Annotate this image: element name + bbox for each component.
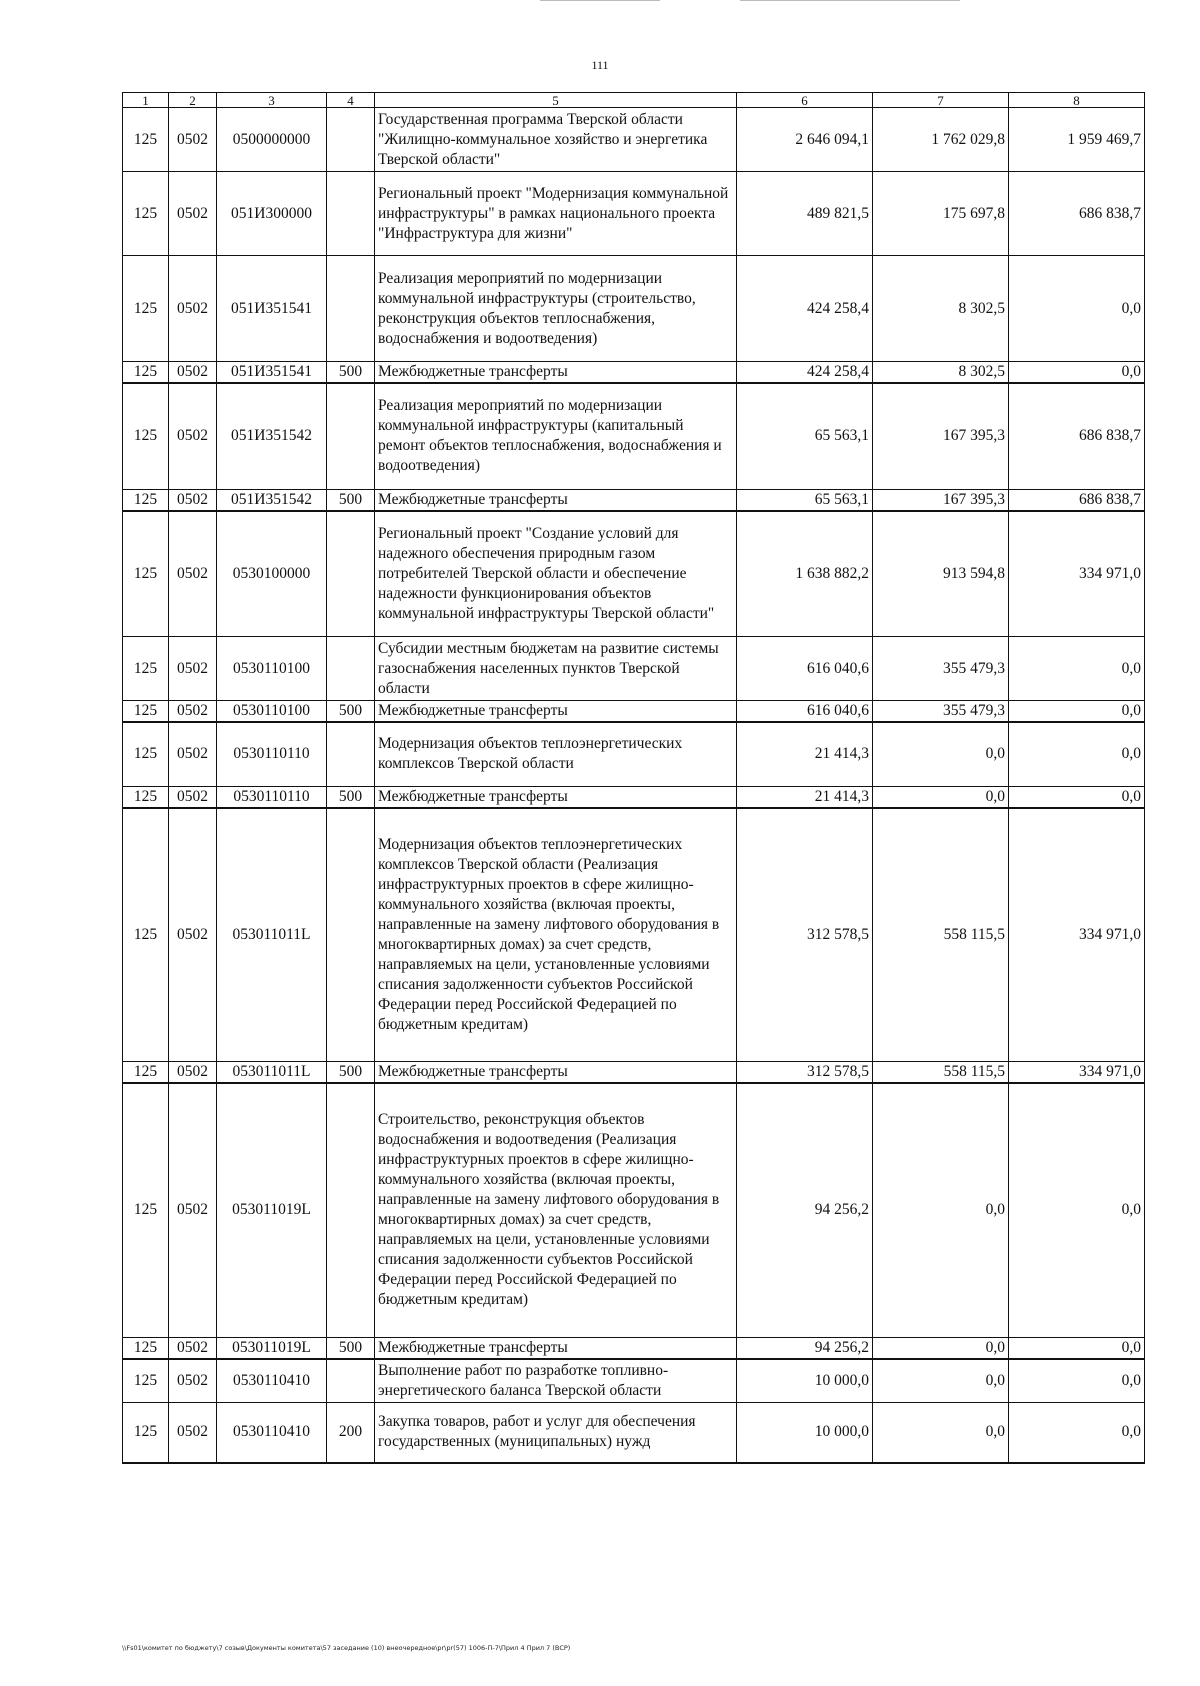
budget-table xyxy=(122,92,1145,1464)
amount-col7-cell: 167 395,3 xyxy=(873,489,1009,511)
target-article-cell: 0530110100 xyxy=(217,701,327,723)
section-cell: 0502 xyxy=(169,362,217,384)
column-header: 4 xyxy=(327,93,375,108)
column-header: 8 xyxy=(1009,93,1145,108)
section-cell: 0502 xyxy=(169,489,217,511)
amount-col7-cell: 8 302,5 xyxy=(873,256,1009,362)
admin-code-cell: 125 xyxy=(123,701,169,723)
amount-col7-cell: 167 395,3 xyxy=(873,383,1009,489)
amount-col6-cell: 94 256,2 xyxy=(737,1337,873,1359)
amount-col8-cell: 0,0 xyxy=(1009,1403,1145,1463)
amount-col8-cell: 686 838,7 xyxy=(1009,489,1145,511)
table-row xyxy=(123,511,1145,637)
admin-code-cell: 125 xyxy=(123,1062,169,1084)
description-cell: Региональный проект "Создание условий для надежного обеспечения природным газом потребителей Тверской области и обеспечение надежности функционирования объектов коммунальной инфраструктуры Тверской области" xyxy=(375,511,737,637)
description-cell: Субсидии местным бюджетам на развитие системы газоснабжения населенных пунктов Тверской области xyxy=(375,637,737,701)
amount-col8-cell: 686 838,7 xyxy=(1009,383,1145,489)
admin-code-cell: 125 xyxy=(123,108,169,172)
amount-col8-cell: 0,0 xyxy=(1009,362,1145,384)
amount-col8-cell: 0,0 xyxy=(1009,1337,1145,1359)
column-header: 7 xyxy=(873,93,1009,108)
table-row xyxy=(123,722,1145,786)
amount-col6-cell: 65 563,1 xyxy=(737,489,873,511)
table-row xyxy=(123,256,1145,362)
amount-col7-cell: 1 762 029,8 xyxy=(873,108,1009,172)
amount-col7-cell: 0,0 xyxy=(873,1403,1009,1463)
amount-col6-cell: 1 638 882,2 xyxy=(737,511,873,637)
admin-code-cell: 125 xyxy=(123,511,169,637)
description-cell: Межбюджетные трансферты xyxy=(375,701,737,723)
column-header: 5 xyxy=(375,93,737,108)
description-cell: Закупка товаров, работ и услуг для обеспечения государственных (муниципальных) нужд xyxy=(375,1403,737,1463)
expense-type-cell xyxy=(327,108,375,172)
target-article-cell: 0530100000 xyxy=(217,511,327,637)
amount-col7-cell: 558 115,5 xyxy=(873,808,1009,1062)
section-cell: 0502 xyxy=(169,172,217,256)
table-row xyxy=(123,1337,1145,1359)
scan-artifact-top-right xyxy=(740,0,960,1)
description-cell: Межбюджетные трансферты xyxy=(375,1337,737,1359)
file-path-footer: \\Fs01\комитет по бюджету\7 созыв\Документы комитета\57 заседание (10) внеочередное\pr\pr(57) 1006-П-7\Прил 4 Прил 7 (ВСР) xyxy=(122,1644,571,1652)
target-article-cell: 0530110410 xyxy=(217,1359,327,1403)
column-number-row xyxy=(123,93,1145,108)
column-header: 1 xyxy=(123,93,169,108)
description-cell: Реализация мероприятий по модернизации коммунальной инфраструктуры (капитальный ремонт объектов теплоснабжения, водоснабжения и водоотведения) xyxy=(375,383,737,489)
admin-code-cell: 125 xyxy=(123,637,169,701)
amount-col8-cell: 0,0 xyxy=(1009,701,1145,723)
amount-col7-cell: 8 302,5 xyxy=(873,362,1009,384)
target-article-cell: 051И351542 xyxy=(217,489,327,511)
table-row xyxy=(123,108,1145,172)
amount-col6-cell: 2 646 094,1 xyxy=(737,108,873,172)
amount-col7-cell: 558 115,5 xyxy=(873,1062,1009,1084)
expense-type-cell xyxy=(327,383,375,489)
target-article-cell: 0530110110 xyxy=(217,722,327,786)
amount-col6-cell: 10 000,0 xyxy=(737,1359,873,1403)
amount-col7-cell: 913 594,8 xyxy=(873,511,1009,637)
description-cell: Государственная программа Тверской области "Жилищно-коммунальное хозяйство и энергетика Тверской области" xyxy=(375,108,737,172)
amount-col8-cell: 0,0 xyxy=(1009,256,1145,362)
target-article-cell: 053011019L xyxy=(217,1083,327,1337)
description-cell: Выполнение работ по разработке топливно-энергетического баланса Тверской области xyxy=(375,1359,737,1403)
target-article-cell: 0530110100 xyxy=(217,637,327,701)
amount-col6-cell: 489 821,5 xyxy=(737,172,873,256)
section-cell: 0502 xyxy=(169,786,217,808)
admin-code-cell: 125 xyxy=(123,489,169,511)
admin-code-cell: 125 xyxy=(123,256,169,362)
description-cell: Реализация мероприятий по модернизации коммунальной инфраструктуры (строительство, реконструкция объектов теплоснабжения, водоснабжения и водоотведения) xyxy=(375,256,737,362)
amount-col8-cell: 0,0 xyxy=(1009,722,1145,786)
amount-col6-cell: 616 040,6 xyxy=(737,637,873,701)
amount-col6-cell: 312 578,5 xyxy=(737,1062,873,1084)
amount-col8-cell: 686 838,7 xyxy=(1009,172,1145,256)
section-cell: 0502 xyxy=(169,1083,217,1337)
amount-col6-cell: 312 578,5 xyxy=(737,808,873,1062)
section-cell: 0502 xyxy=(169,701,217,723)
admin-code-cell: 125 xyxy=(123,786,169,808)
amount-col7-cell: 355 479,3 xyxy=(873,701,1009,723)
scan-artifact-top xyxy=(540,0,660,1)
expense-type-cell xyxy=(327,1083,375,1337)
page-number: 111 xyxy=(591,58,609,72)
admin-code-cell: 125 xyxy=(123,172,169,256)
admin-code-cell: 125 xyxy=(123,362,169,384)
expense-type-cell: 500 xyxy=(327,489,375,511)
amount-col8-cell: 0,0 xyxy=(1009,1083,1145,1337)
table-row xyxy=(123,172,1145,256)
amount-col7-cell: 0,0 xyxy=(873,1083,1009,1337)
description-cell: Межбюджетные трансферты xyxy=(375,786,737,808)
amount-col8-cell: 334 971,0 xyxy=(1009,511,1145,637)
target-article-cell: 0500000000 xyxy=(217,108,327,172)
section-cell: 0502 xyxy=(169,383,217,489)
amount-col6-cell: 21 414,3 xyxy=(737,786,873,808)
target-article-cell: 053011011L xyxy=(217,1062,327,1084)
target-article-cell: 051И351541 xyxy=(217,256,327,362)
expense-type-cell xyxy=(327,722,375,786)
section-cell: 0502 xyxy=(169,108,217,172)
expense-type-cell xyxy=(327,511,375,637)
target-article-cell: 053011011L xyxy=(217,808,327,1062)
amount-col7-cell: 355 479,3 xyxy=(873,637,1009,701)
table-row xyxy=(123,637,1145,701)
table-row xyxy=(123,362,1145,384)
target-article-cell: 051И351541 xyxy=(217,362,327,384)
expense-type-cell xyxy=(327,172,375,256)
target-article-cell: 0530110110 xyxy=(217,786,327,808)
amount-col6-cell: 424 258,4 xyxy=(737,256,873,362)
section-cell: 0502 xyxy=(169,1337,217,1359)
target-article-cell: 0530110410 xyxy=(217,1403,327,1463)
amount-col7-cell: 0,0 xyxy=(873,786,1009,808)
amount-col8-cell: 0,0 xyxy=(1009,1359,1145,1403)
section-cell: 0502 xyxy=(169,511,217,637)
expense-type-cell: 500 xyxy=(327,701,375,723)
target-article-cell: 053011019L xyxy=(217,1337,327,1359)
column-header: 2 xyxy=(169,93,217,108)
table-row xyxy=(123,1062,1145,1084)
description-cell: Региональный проект "Модернизация коммунальной инфраструктуры" в рамках национального проекта "Инфраструктура для жизни" xyxy=(375,172,737,256)
section-cell: 0502 xyxy=(169,808,217,1062)
admin-code-cell: 125 xyxy=(123,1359,169,1403)
description-cell: Межбюджетные трансферты xyxy=(375,1062,737,1084)
table-row xyxy=(123,701,1145,723)
amount-col6-cell: 616 040,6 xyxy=(737,701,873,723)
expense-type-cell xyxy=(327,808,375,1062)
target-article-cell: 051И351542 xyxy=(217,383,327,489)
amount-col6-cell: 65 563,1 xyxy=(737,383,873,489)
amount-col8-cell: 0,0 xyxy=(1009,637,1145,701)
table-row xyxy=(123,1403,1145,1463)
amount-col8-cell: 0,0 xyxy=(1009,786,1145,808)
description-cell: Модернизация объектов теплоэнергетических комплексов Тверской области (Реализация инфраструктурных проектов в сфере жилищно-коммунального хозяйства (включая проекты, направленные на замену лифтового оборудования в многоквартирных домах) за счет средств, направляемых на цели, установленные условиями списания задолженности субъектов Российской Федерации перед Российской Федерацией по бюджетным кредитам) xyxy=(375,808,737,1062)
table-row xyxy=(123,383,1145,489)
amount-col8-cell: 334 971,0 xyxy=(1009,808,1145,1062)
description-cell: Межбюджетные трансферты xyxy=(375,362,737,384)
table-row xyxy=(123,1359,1145,1403)
amount-col6-cell: 10 000,0 xyxy=(737,1403,873,1463)
description-cell: Строительство, реконструкция объектов водоснабжения и водоотведения (Реализация инфраструктурных проектов в сфере жилищно-коммунального хозяйства (включая проекты, направленные на замену лифтового оборудования в многоквартирных домах) за счет средств, направляемых на цели, установленные условиями списания задолженности субъектов Российской Федерации перед Российской Федерацией по бюджетным кредитам) xyxy=(375,1083,737,1337)
expense-type-cell xyxy=(327,256,375,362)
admin-code-cell: 125 xyxy=(123,383,169,489)
column-header: 3 xyxy=(217,93,327,108)
amount-col6-cell: 94 256,2 xyxy=(737,1083,873,1337)
amount-col7-cell: 0,0 xyxy=(873,722,1009,786)
section-cell: 0502 xyxy=(169,1359,217,1403)
column-header: 6 xyxy=(737,93,873,108)
section-cell: 0502 xyxy=(169,1062,217,1084)
section-cell: 0502 xyxy=(169,637,217,701)
table-row xyxy=(123,786,1145,808)
description-cell: Модернизация объектов теплоэнергетических комплексов Тверской области xyxy=(375,722,737,786)
expense-type-cell: 500 xyxy=(327,786,375,808)
section-cell: 0502 xyxy=(169,722,217,786)
description-cell: Межбюджетные трансферты xyxy=(375,489,737,511)
admin-code-cell: 125 xyxy=(123,808,169,1062)
table-row xyxy=(123,808,1145,1062)
table-row xyxy=(123,489,1145,511)
expense-type-cell: 500 xyxy=(327,1337,375,1359)
amount-col7-cell: 175 697,8 xyxy=(873,172,1009,256)
section-cell: 0502 xyxy=(169,1403,217,1463)
amount-col8-cell: 1 959 469,7 xyxy=(1009,108,1145,172)
admin-code-cell: 125 xyxy=(123,1337,169,1359)
admin-code-cell: 125 xyxy=(123,1403,169,1463)
expense-type-cell xyxy=(327,637,375,701)
section-cell: 0502 xyxy=(169,256,217,362)
amount-col7-cell: 0,0 xyxy=(873,1359,1009,1403)
expense-type-cell: 500 xyxy=(327,1062,375,1084)
target-article-cell: 051И300000 xyxy=(217,172,327,256)
amount-col8-cell: 334 971,0 xyxy=(1009,1062,1145,1084)
table-row xyxy=(123,1083,1145,1337)
admin-code-cell: 125 xyxy=(123,722,169,786)
expense-type-cell xyxy=(327,1359,375,1403)
amount-col7-cell: 0,0 xyxy=(873,1337,1009,1359)
expense-type-cell: 200 xyxy=(327,1403,375,1463)
expense-type-cell: 500 xyxy=(327,362,375,384)
admin-code-cell: 125 xyxy=(123,1083,169,1337)
amount-col6-cell: 424 258,4 xyxy=(737,362,873,384)
amount-col6-cell: 21 414,3 xyxy=(737,722,873,786)
